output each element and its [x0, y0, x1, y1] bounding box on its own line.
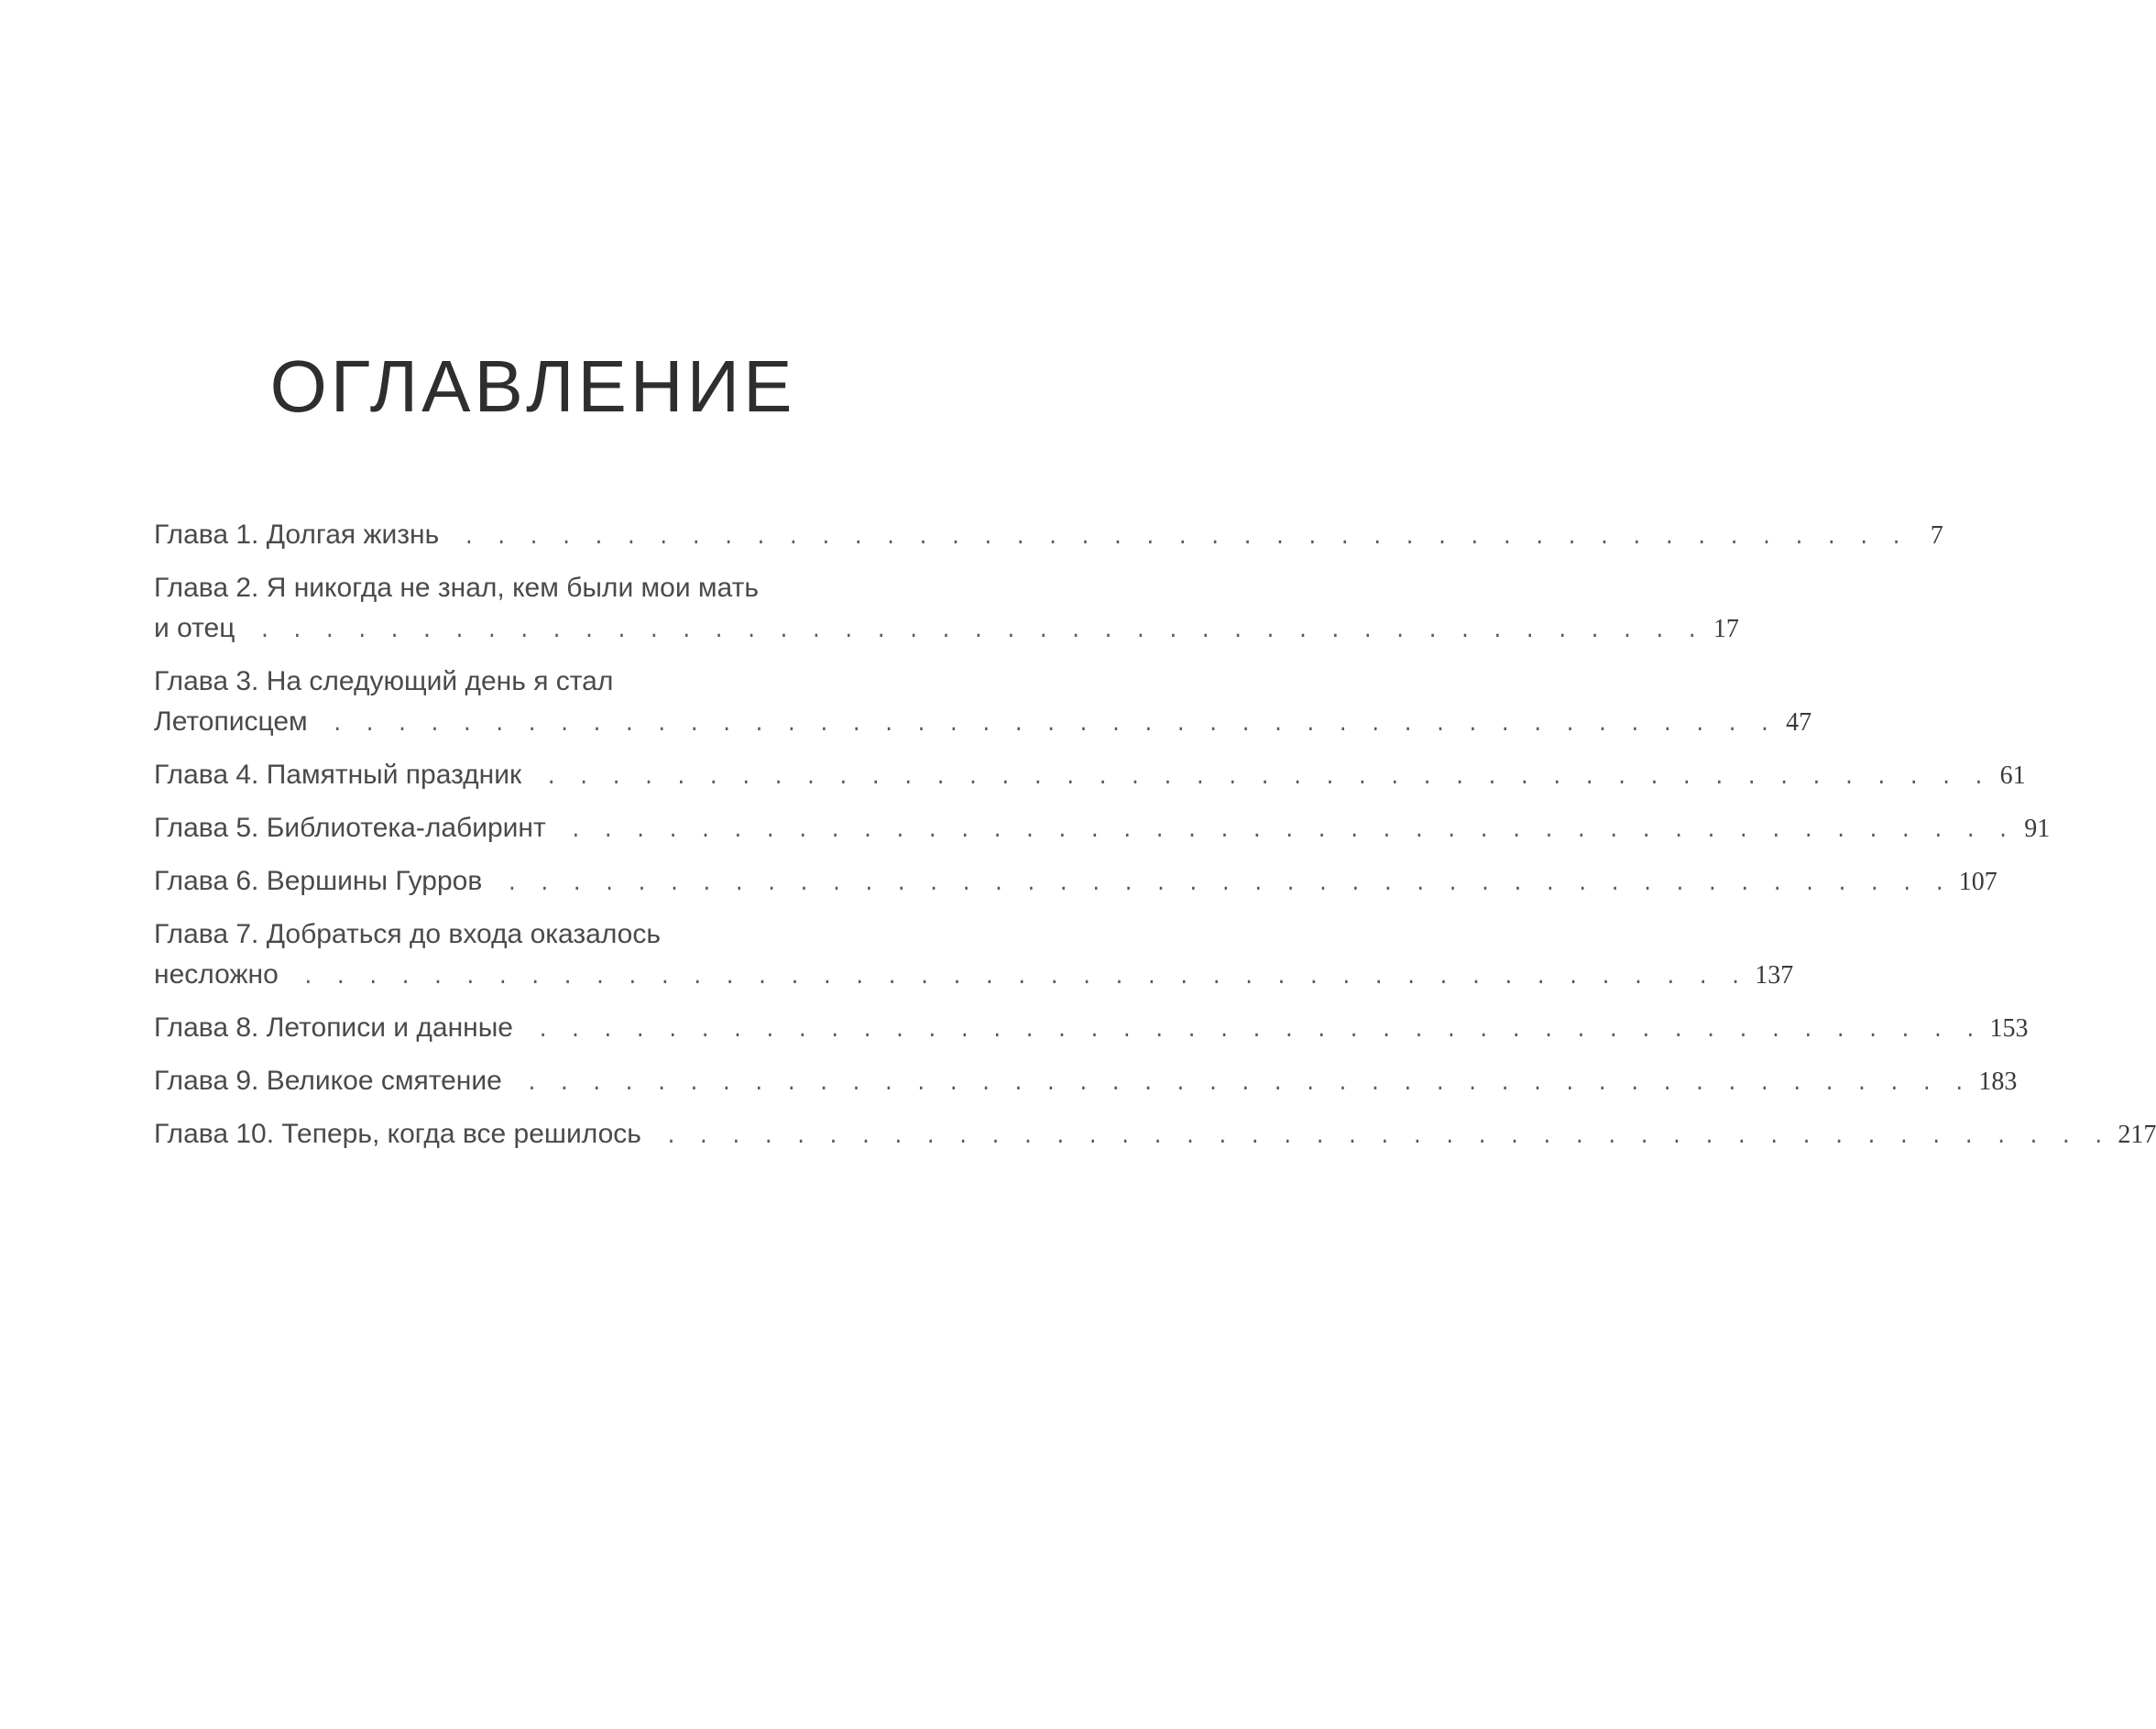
- dot-leader: . . . . . . . . . . . . . . . . . . . . . . . . . . . . . . . . . . . . . . . . . . . . .: [545, 767, 1989, 790]
- toc-page-number: 153: [1989, 1014, 2029, 1043]
- toc-page-number: 91: [2024, 815, 2051, 843]
- toc-entry-5[interactable]: [154, 808, 2051, 848]
- toc-entry-1[interactable]: [154, 515, 1943, 555]
- dot-leader: . . . . . . . . . . . . . . . . . . . . . . . . . . . . . . . . . . . . . . . . . . . . .: [463, 527, 1907, 550]
- table-of-contents: [154, 515, 2156, 1167]
- toc-page-number: 7: [1930, 521, 1943, 550]
- toc-entry-title: Глава 3. На следующий день я стал: [154, 666, 614, 696]
- dot-leader: . . . . . . . . . . . . . . . . . . . . . . . . . . . . . . . . . . . . . . . . . . . . .: [506, 873, 1950, 896]
- toc-entry-title: Глава 6. Вершины Гурров: [154, 866, 483, 896]
- toc-entry-title: Глава 4. Памятный праздник: [154, 760, 522, 790]
- toc-page-number: 183: [1978, 1067, 2018, 1096]
- toc-entry-7[interactable]: [154, 914, 1794, 995]
- dot-leader: . . . . . . . . . . . . . . . . . . . . . . . . . . . . . . . . . . . . . . . . . . . . .: [301, 967, 1746, 990]
- toc-entry-title-continued: несложно: [154, 959, 279, 990]
- toc-entry-9[interactable]: [154, 1061, 2018, 1101]
- toc-page-number: 17: [1713, 615, 1739, 643]
- toc-entry-3[interactable]: [154, 662, 1812, 742]
- dot-leader: . . . . . . . . . . . . . . . . . . . . . . . . . . . . . . . . . . . . . . . . . . . . .: [664, 1126, 2109, 1149]
- dot-leader: . . . . . . . . . . . . . . . . . . . . . . . . . . . . . . . . . . . . . . . . . . . . .: [569, 820, 2014, 843]
- toc-entry-4[interactable]: [154, 755, 2026, 795]
- toc-entry-title: Глава 7. Добраться до входа оказалось: [154, 919, 661, 949]
- toc-entry-title: Глава 10. Теперь, когда все решилось: [154, 1119, 641, 1149]
- toc-entry-title: Глава 5. Библиотека-лабиринт: [154, 813, 546, 843]
- toc-entry-title: Глава 9. Великое смятение: [154, 1066, 502, 1096]
- toc-entry-title: Глава 2. Я никогда не знал, кем были мои мать: [154, 573, 759, 603]
- dot-leader: . . . . . . . . . . . . . . . . . . . . . . . . . . . . . . . . . . . . . . . . . . . . .: [331, 714, 1776, 737]
- toc-entry-title: Глава 1. Долгая жизнь: [154, 520, 440, 550]
- toc-page-number: 47: [1786, 708, 1812, 737]
- toc-entry-title-continued: и отец: [154, 613, 235, 643]
- toc-entry-10[interactable]: [154, 1114, 2156, 1154]
- toc-page-number: 217: [2118, 1121, 2156, 1149]
- page-title: ОГЛАВЛЕНИЕ: [269, 345, 796, 427]
- toc-page-number: 137: [1755, 961, 1794, 990]
- toc-entry-8[interactable]: [154, 1008, 2029, 1048]
- dot-leader: . . . . . . . . . . . . . . . . . . . . . . . . . . . . . . . . . . . . . . . . . . . . .: [536, 1020, 1981, 1043]
- toc-entry-6[interactable]: [154, 861, 1997, 902]
- dot-leader: . . . . . . . . . . . . . . . . . . . . . . . . . . . . . . . . . . . . . . . . . . . . .: [525, 1073, 1970, 1096]
- dot-leader: . . . . . . . . . . . . . . . . . . . . . . . . . . . . . . . . . . . . . . . . . . . . .: [258, 620, 1702, 643]
- toc-page-number: 61: [1999, 761, 2026, 790]
- toc-page-number: 107: [1958, 868, 1997, 896]
- toc-entry-title: Глава 8. Летописи и данные: [154, 1012, 513, 1043]
- toc-entry-title-continued: Летописцем: [154, 706, 308, 737]
- toc-entry-2[interactable]: [154, 568, 1739, 649]
